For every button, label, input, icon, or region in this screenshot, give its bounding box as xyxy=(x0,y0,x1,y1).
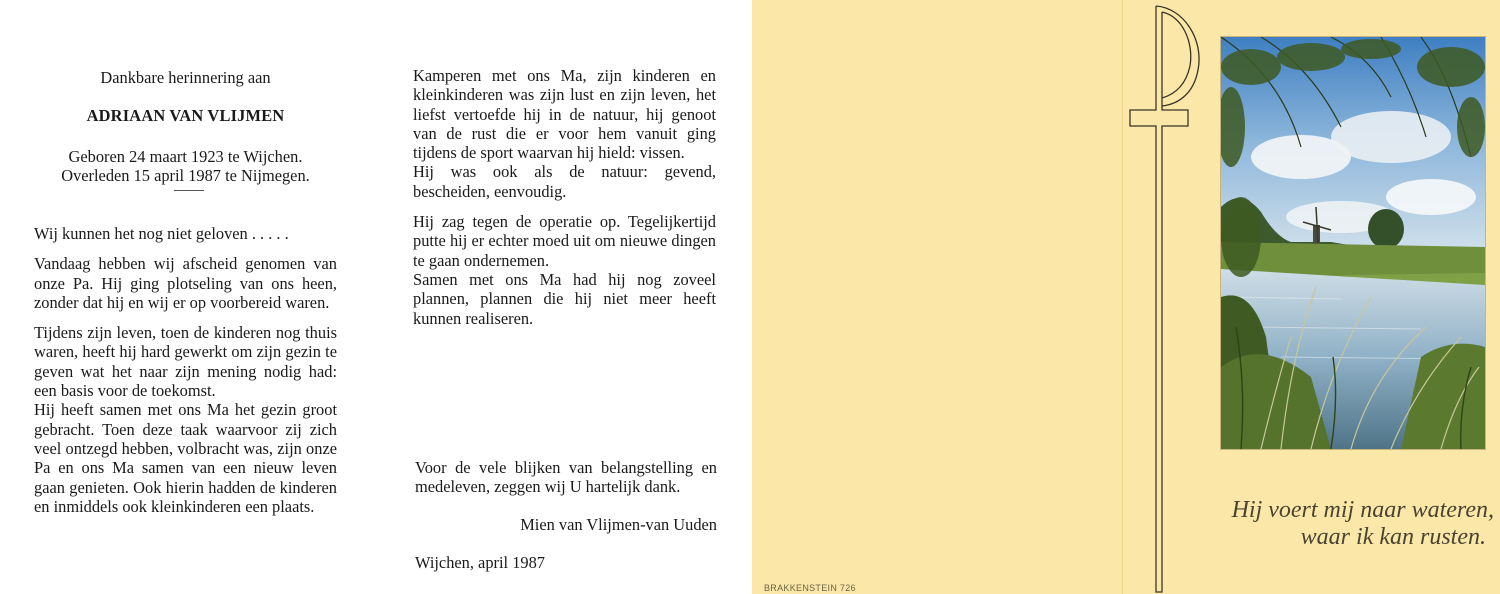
paragraph: Wij kunnen het nog niet geloven . . . . . xyxy=(34,224,289,243)
thanks-text: Voor de vele blijken van belangstelling en medeleven, zeggen wij U hartelijk dank. xyxy=(415,458,717,497)
printer-mark: BRAKKENSTEIN 726 xyxy=(764,583,856,593)
paragraph: Hij zag tegen de operatie op. Tegelijkertijd putte hij er echter moed uit om nieuwe dingen te gaan ondernemen. xyxy=(413,212,716,270)
paragraph: Vandaag hebben wij afscheid genomen van onze Pa. Hij ging plotseling van ons heen, zonder dat hij en wij er op voorbereid waren. xyxy=(34,254,337,312)
deceased-name: ADRIAAN VAN VLIJMEN xyxy=(86,106,285,125)
right-column-text xyxy=(413,66,716,339)
chi-rho-cross-icon xyxy=(1122,0,1202,594)
birth-line: Geboren 24 maart 1923 te Wijchen. xyxy=(68,147,303,166)
left-column-text xyxy=(34,224,337,527)
signature: Mien van Vlijmen-van Uuden xyxy=(520,515,717,534)
paragraph: Samen met ons Ma had hij nog zoveel plannen, plannen die hij niet meer heeft kunnen realiseren. xyxy=(413,269,716,328)
cover-card xyxy=(752,0,1500,594)
intro-line: Dankbare herinnering aan xyxy=(100,68,271,87)
life-dates xyxy=(34,147,337,186)
verse-line-1: Hij voert mij naar wateren, xyxy=(1231,497,1494,523)
paragraph: Hij heeft samen met ons Ma het gezin groot gebracht. Toen deze taak waarvoor zij zich veel ontzegd hebben, volbracht was, zijn onze Pa en ons Ma samen van een nieuw leven gaan genieten. Ook hierin hadden de kinderen en inmiddels ook kleinkinderen een plaats. xyxy=(34,400,337,516)
verse-line-2: waar ik kan rusten. xyxy=(1300,524,1486,550)
death-line: Overleden 15 april 1987 te Nijmegen. xyxy=(61,166,310,186)
river-landscape-image xyxy=(1221,37,1485,449)
paragraph: Tijdens zijn leven, toen de kinderen nog thuis waren, heeft hij hard gewerkt om zijn gezin te geven wat het naar zijn mening nodig had: een basis voor de toekomst. xyxy=(34,323,337,401)
place-date: Wijchen, april 1987 xyxy=(415,553,545,572)
header-divider xyxy=(174,190,204,191)
paragraph: Hij was ook als de natuur: gevend, bescheiden, eenvoudig. xyxy=(413,162,716,201)
landscape-photo xyxy=(1220,36,1486,450)
paragraph: Kamperen met ons Ma, zijn kinderen en kleinkinderen was zijn lust en zijn leven, het liefst vertoefde hij in de natuur, hij genoot van de rust die er voor hem vanuit ging tijdens de sport waarvan hij hield: vissen. xyxy=(413,66,716,163)
verse xyxy=(1192,497,1494,551)
